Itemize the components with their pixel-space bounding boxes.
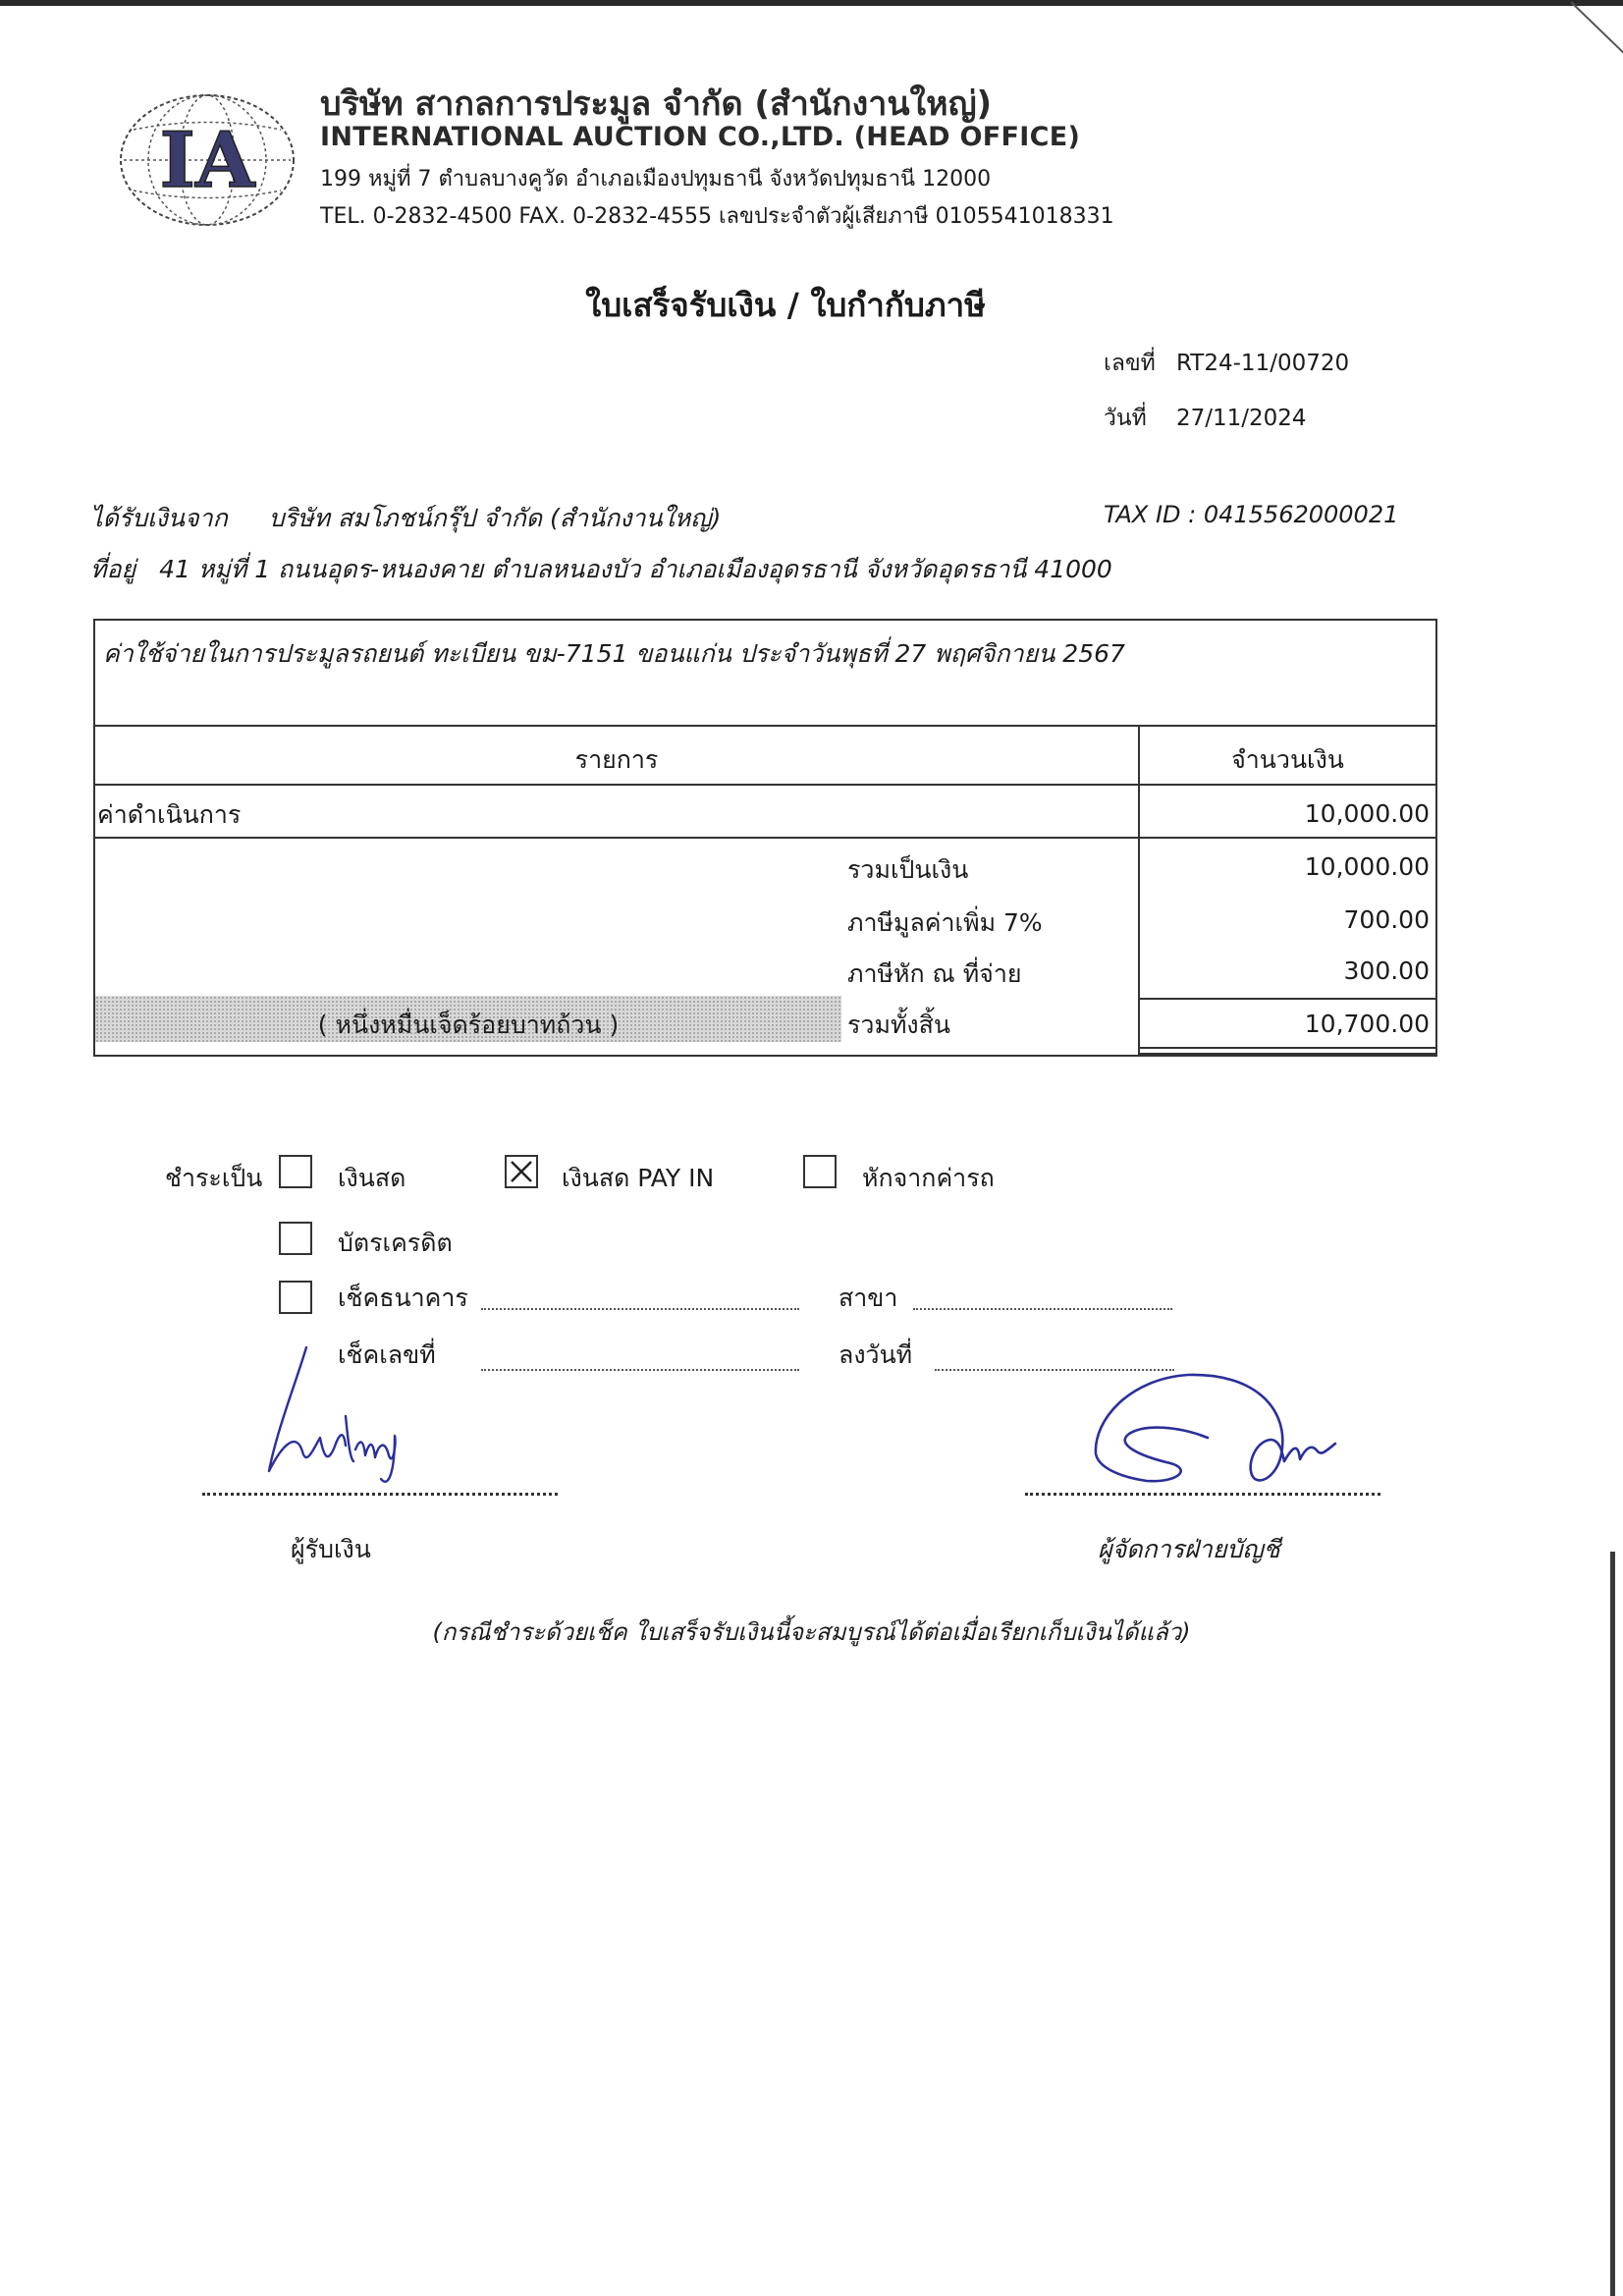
table-rule: [1140, 1053, 1435, 1055]
document-date: [1104, 401, 1307, 436]
branch-label: สาขา: [839, 1284, 898, 1312]
customer-name: บริษัท สมโภชน์กรุ๊ป จำกัด (สำนักงานใหญ่): [268, 504, 722, 532]
option-cash-label: เงินสด: [338, 1164, 406, 1192]
company-name-thai: บริษัท สากลการประมูล จำกัด (สำนักงานใหญ่): [320, 84, 993, 124]
scan-edge-top: [0, 0, 1623, 6]
scan-edge-right: [1610, 1552, 1615, 2296]
table-rule: [95, 837, 1435, 839]
company-logo: [116, 90, 298, 230]
withholding-tax-label: ภาษีหัก ณ ที่จ่าย: [847, 959, 1022, 988]
header-item: รายการ: [574, 745, 659, 774]
document-number-label: เลขที่: [1104, 351, 1156, 376]
checkbox-cash-pay-in[interactable]: [505, 1155, 538, 1188]
customer-tax-id: TAX ID : 0415562000021: [1104, 501, 1399, 528]
subtotal-amount: 10,000.00: [1304, 852, 1430, 881]
grand-total-label: รวมทั้งสิ้น: [847, 1011, 950, 1039]
cheque-footnote: (กรณีชำระด้วยเช็ค ใบเสร็จรับเงินนี้จะสมบูรณ์ได้ต่อเมื่อเรียกเก็บเงินได้แล้ว): [432, 1618, 1191, 1646]
checkbox-deduct-from-car[interactable]: [803, 1155, 837, 1188]
company-contact: TEL. 0-2832-4500 FAX. 0-2832-4555 เลขประจำตัวผู้เสียภาษี 0105541018331: [320, 204, 1114, 229]
row-amount: 10,000.00: [1304, 799, 1430, 828]
checkbox-bank-cheque[interactable]: [279, 1281, 312, 1314]
table-rule: [1140, 1047, 1435, 1049]
scan-corner-mark: [1571, 0, 1623, 59]
customer-address: 41 หมู่ที่ 1 ถนนอุดร-หนองคาย ตำบลหนองบัว อำเภอเมืองอุดรธานี จังหวัดอุดรธานี 41000: [159, 555, 1112, 583]
table-rule: [95, 784, 1435, 786]
customer-address-line: [90, 550, 1112, 589]
company-address: 199 หมู่ที่ 7 ตำบลบางคูวัด อำเภอเมืองปทุมธานี จังหวัดปทุมธานี 12000: [320, 167, 992, 191]
bank-cheque-field[interactable]: [481, 1308, 799, 1310]
option-bank-cheque-label: เช็คธนาคาร: [338, 1284, 468, 1312]
checkbox-credit-card[interactable]: [279, 1222, 312, 1255]
company-name-english: INTERNATIONAL AUCTION CO.,LTD. (HEAD OFFICE): [320, 122, 1081, 152]
manager-label: ผู้จัดการฝ่ายบัญชี: [1098, 1535, 1280, 1563]
payment-method-label: ชำระเป็น: [165, 1164, 263, 1192]
received-from-line: [90, 499, 721, 538]
vat-label: ภาษีมูลค่าเพิ่ม 7%: [847, 908, 1043, 937]
receiver-signature: [263, 1341, 440, 1489]
option-credit-card-label: บัตรเครดิต: [338, 1229, 453, 1257]
amount-in-words: ( หนึ่งหมื่นเจ็ดร้อยบาทถ้วน ): [317, 1011, 620, 1039]
row-item: ค่าดำเนินการ: [97, 800, 242, 829]
document-date-label: วันที่: [1104, 406, 1147, 431]
branch-field[interactable]: [913, 1308, 1172, 1310]
logo-mark: IA: [159, 116, 255, 205]
document-number-value: RT24-11/00720: [1176, 351, 1350, 376]
manager-signature: [1090, 1369, 1345, 1497]
option-deduct-from-car-label: หักจากค่ารถ: [862, 1164, 995, 1192]
cheque-date-label: ลงวันที่: [839, 1340, 913, 1369]
grand-total-amount: 10,700.00: [1304, 1010, 1430, 1038]
table-rule: [1140, 998, 1435, 1000]
customer-address-label: ที่อยู่: [90, 555, 136, 583]
receipt-table: [93, 619, 1437, 1057]
manager-signature-line: [1025, 1493, 1380, 1496]
table-description: ค่าใช้จ่ายในการประมูลรถยนต์ ทะเบียน ขม-7151 ขอนแก่น ประจำวันพุธที่ 27 พฤศจิกายน 2567: [103, 639, 1125, 668]
document-title: ใบเสร็จรับเงิน / ใบกำกับภาษี: [585, 286, 986, 324]
header-amount: จำนวนเงิน: [1231, 745, 1344, 774]
vat-amount: 700.00: [1343, 905, 1430, 934]
cheque-number-field[interactable]: [481, 1369, 799, 1371]
cheque-number-label: เช็คเลขที่: [338, 1340, 436, 1369]
received-from-label: ได้รับเงินจาก: [90, 504, 228, 532]
withholding-tax-amount: 300.00: [1343, 957, 1430, 985]
subtotal-label: รวมเป็นเงิน: [847, 855, 969, 884]
receiver-label: ผู้รับเงิน: [291, 1535, 371, 1563]
document-date-value: 27/11/2024: [1176, 406, 1307, 431]
receiver-signature-line: [202, 1493, 558, 1496]
check-x-icon: [509, 1159, 534, 1184]
table-rule: [95, 725, 1435, 727]
document-number: [1104, 346, 1349, 381]
option-cash-pay-in-label: เงินสด PAY IN: [562, 1164, 715, 1192]
checkbox-cash[interactable]: [279, 1155, 312, 1188]
